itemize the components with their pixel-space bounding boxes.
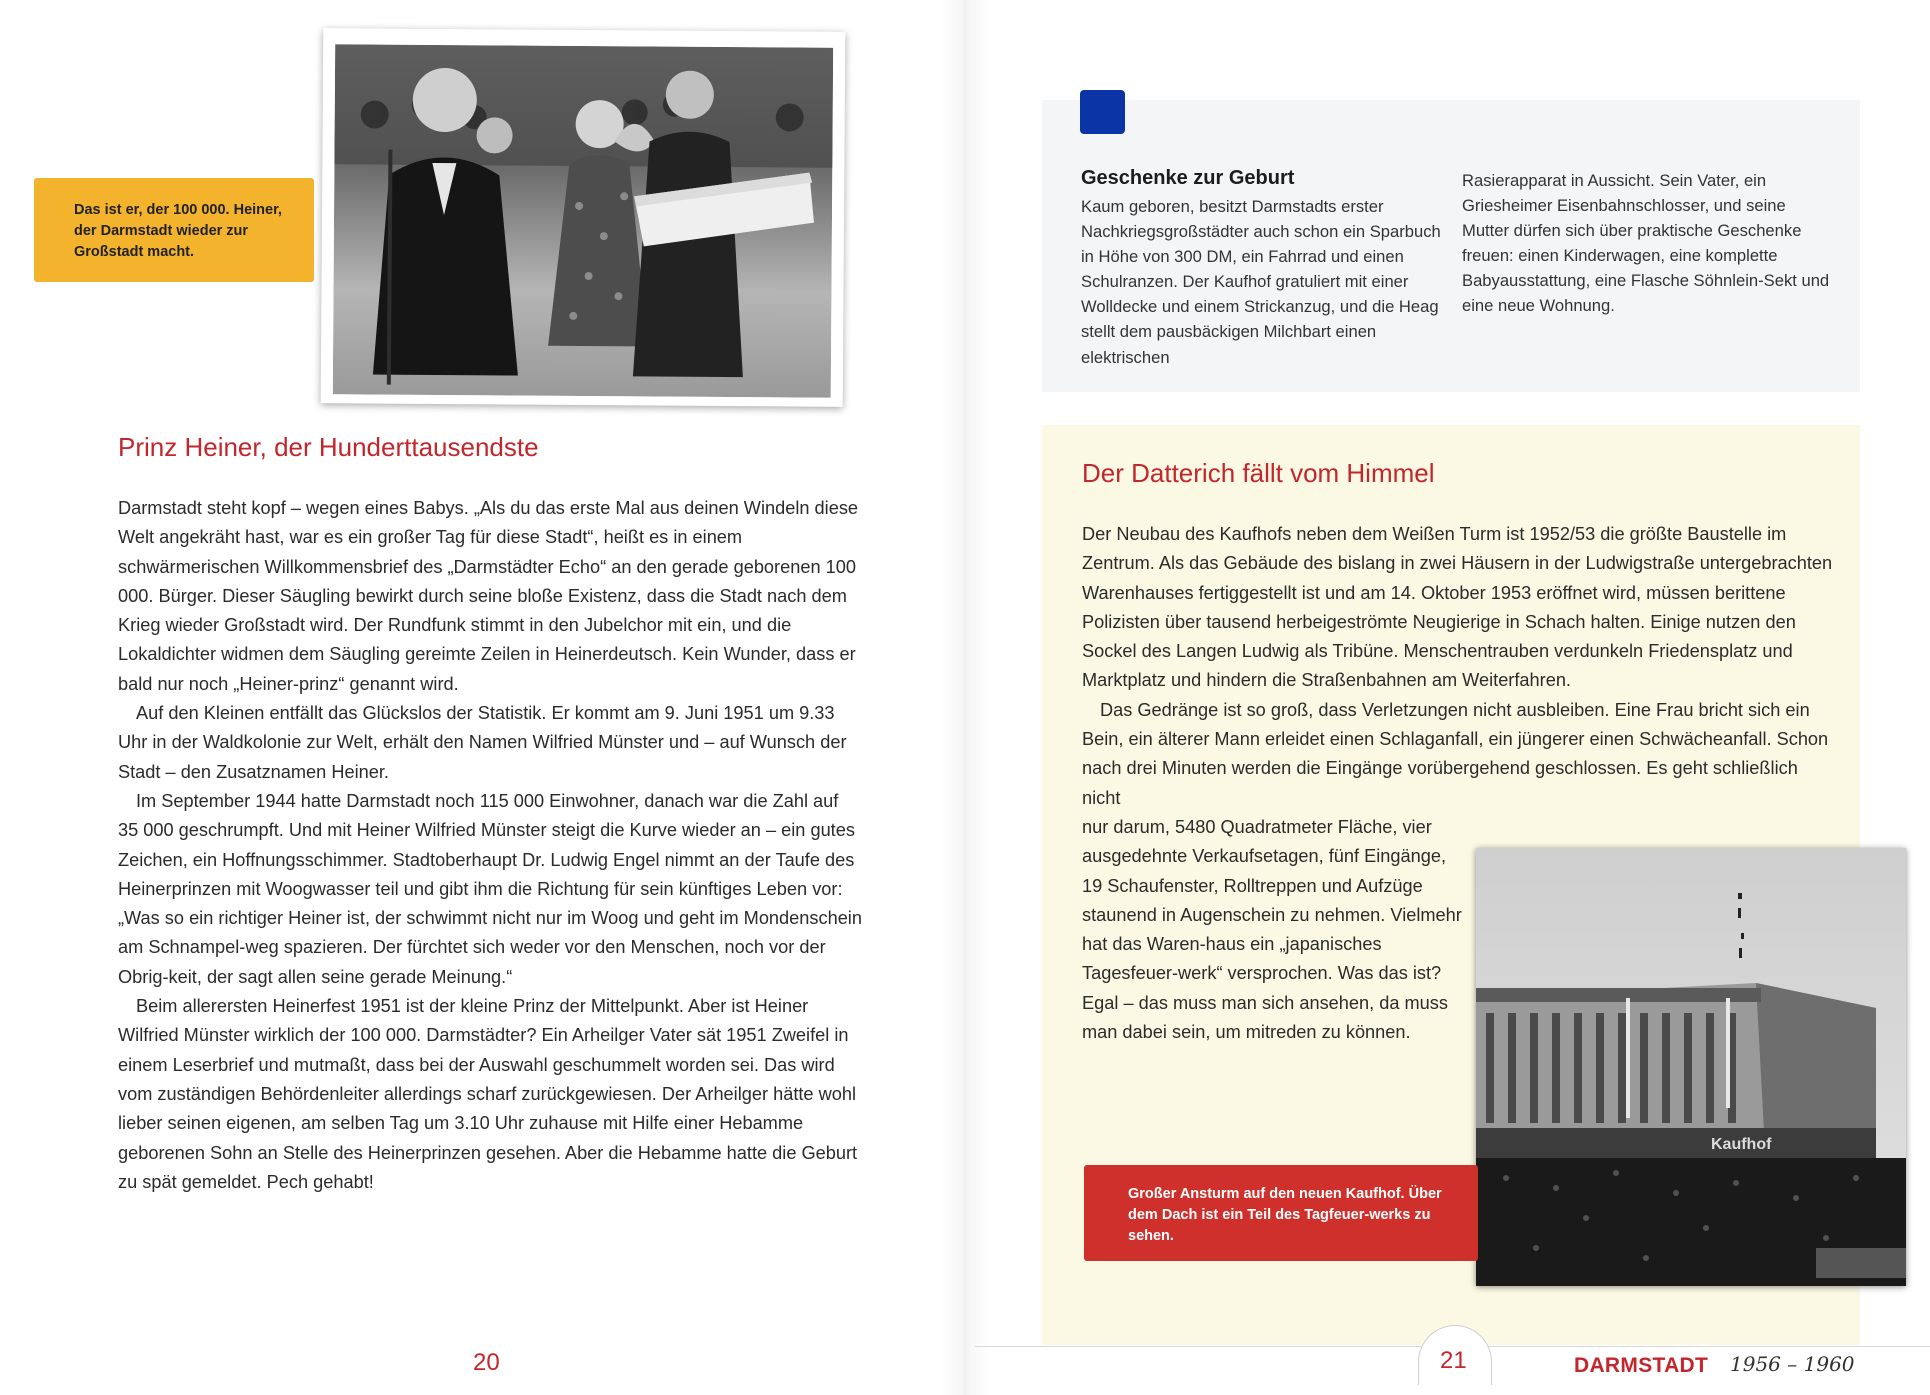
paragraph: Der Neubau des Kaufhofs neben dem Weißen Turm ist 1952/53 die größte Baustelle im Zentrum. Als das Gebäude des bislang in zwei Häusern in der Ludwigstraße untergebrachten Warenhauses fertiggestellt ist und am 14. Oktober 1953 eröffnet wird, müssen berittene Polizisten über tausend herbeigeströmte Neugierige in Schach halten. Einige nutzen den Sockel des Langen Ludwig als Tribüne. Menschentrauben verdunkeln Friedensplatz und Marktplatz und hindern die Straßenbahnen am Weiterfahren. bbox=[1082, 524, 1833, 691]
book-brand: DARMSTADT bbox=[1574, 1354, 1709, 1377]
paragraph: Im September 1944 hatte Darmstadt noch 115 000 Einwohner, danach war die Zahl auf 35 000 geschrumpft. Und mit Heiner Wilfried Münster steigt die Kurve wieder an – ein gutes Zeichen, ein Hoffnungsschimmer. Stadtoberhaupt Dr. Ludwig Engel nimmt an der Taufe des Heinerprinzen mit Woogwasser teil und gibt ihm die Richtung für sein künftiges Leben vor: „Was so ein richtiger Heiner ist, der schwimmt nicht nur im Woog und geht im Mondenschein am Schnampel-weg spazieren. Der fürchtet sich weder vor den Menschen, noch vor der Obrig-keit, der sagt allen seine gerade Meinung.“ bbox=[118, 790, 862, 987]
info-box-title: Geschenke zur Geburt bbox=[1081, 167, 1295, 189]
paragraph: Das Gedränge ist so groß, dass Verletzungen nicht ausbleiben. Eine Frau bricht sich ein Bein, ein älterer Mann erleidet einen Schlaganfall, ein jüngerer einen Schwächeanfall. Schon nach drei Minuten werden die Eingänge vorübergehend geschlossen. Es geht schließlich nicht bbox=[1082, 699, 1829, 808]
photo-caption-red: Großer Ansturm auf den neuen Kaufhof. Über dem Dach ist ein Teil des Tagfeuer-werks zu sehen. bbox=[1084, 1165, 1478, 1261]
book-brand-years: 1956 – 1960 bbox=[1730, 1352, 1855, 1376]
paragraph: Darmstadt steht kopf – wegen eines Babys. „Als du das erste Mal aus deinen Windeln diese Welt angekräht hast, war es ein großer Tag für diese Stadt“, heißt es in einem schwärmerischen Willkommensbrief des „Darmstädter Echo“ an den gerade geborenen 100 000. Bürger. Dieser Säugling bewirkt durch seine bloße Existenz, dass die Stadt nach dem Krieg wieder Großstadt wird. Der Rundfunk stimmt in den Jubelchor mit ein, und die Lokaldichter widmen dem Säugling gereimte Zeilen in Heinerdeutsch. Kein Wunder, dass er bald nur noch „Heiner-prinz“ genannt wird. bbox=[118, 498, 859, 694]
page-number-right: 21 bbox=[1440, 1347, 1467, 1374]
kaufhof-sign: Kaufhof bbox=[1711, 1136, 1772, 1153]
photo-kaufhof-image bbox=[1476, 848, 1906, 1286]
info-box-column-1: Kaum geboren, besitzt Darmstadts erster Nachkriegsgroßstädter auch schon ein Sparbuch in Höhe von 300 DM, ein Fahrrad und einen Schulranzen. Der Kaufhof gratuliert mit einer Wolldecke und einem Strickanzug, und die Heag stellt dem pausbäckigen Milchbart einen elektrischen bbox=[1081, 197, 1441, 367]
article-body-right-continued: nur darum, 5480 Quadratmeter Fläche, vier ausgedehnte Verkaufsetagen, fünf Eingänge, 19 Schaufenster, Rolltreppen und Aufzüge staunend in Augenschein zu nehmen. Vielmehr hat das Waren-haus ein „japanisches Tagesfeuer-werk“ versprochen. Was das ist? Egal – das muss man sich ansehen, da muss man dabei sein, um mitreden zu können. bbox=[1082, 817, 1462, 1043]
article-heading-left: Prinz Heiner, der Hunderttausendste bbox=[118, 432, 539, 462]
book-gutter bbox=[940, 0, 990, 1395]
article-heading-right: Der Datterich fällt vom Himmel bbox=[1082, 458, 1435, 488]
article-body-right bbox=[1082, 520, 1834, 813]
page-number-left: 20 bbox=[473, 1349, 500, 1376]
paragraph: Auf den Kleinen entfällt das Glückslos der Statistik. Er kommt am 9. Juni 1951 um 9.33 Uhr in der Waldkolonie zur Welt, erhält den Namen Wilfried Münster und – auf Wunsch der Stadt – den Zusatznamen Heiner. bbox=[118, 703, 847, 782]
blue-square-marker bbox=[1080, 90, 1125, 134]
info-box-column-2: Rasierapparat in Aussicht. Sein Vater, ein Griesheimer Eisenbahnschlosser, und seine Mutter dürfen sich über praktische Geschenke freuen: einen Kinderwagen, eine komplette Babyausstattung, eine Flasche Söhnlein-Sekt und eine neue Wohnung. bbox=[1462, 171, 1830, 316]
paragraph: Beim allerersten Heinerfest 1951 ist der kleine Prinz der Mittelpunkt. Aber ist Heiner Wilfried Münster wirklich der 100 000. Darmstädter? Ein Arheilger Vater sät 1951 Zweifel in einem Leserbrief und mutmaßt, dass bei der Auswahl geschummelt worden sei. Das wird vom zuständigen Behördenleiter allerdings scharf zurückgewiesen. Der Arheilger hätte wohl lieber seinen eigenen, am selben Tag um 3.10 Uhr zuhause mit Hilfe einer Hebamme geborenen Sohn an Stelle des Heinerprinzen gesehen. Aber die Hebamme hatte die Geburt zu spät gemeldet. Pech gehabt! bbox=[118, 996, 858, 1192]
photo-ceremony-image bbox=[333, 44, 833, 397]
article-body-left bbox=[118, 494, 863, 1197]
photo-caption-yellow: Das ist er, der 100 000. Heiner, der Darmstadt wieder zur Großstadt macht. bbox=[34, 178, 314, 282]
historic-photo-kaufhof bbox=[1476, 848, 1906, 1286]
historic-photo-ceremony bbox=[321, 28, 846, 407]
